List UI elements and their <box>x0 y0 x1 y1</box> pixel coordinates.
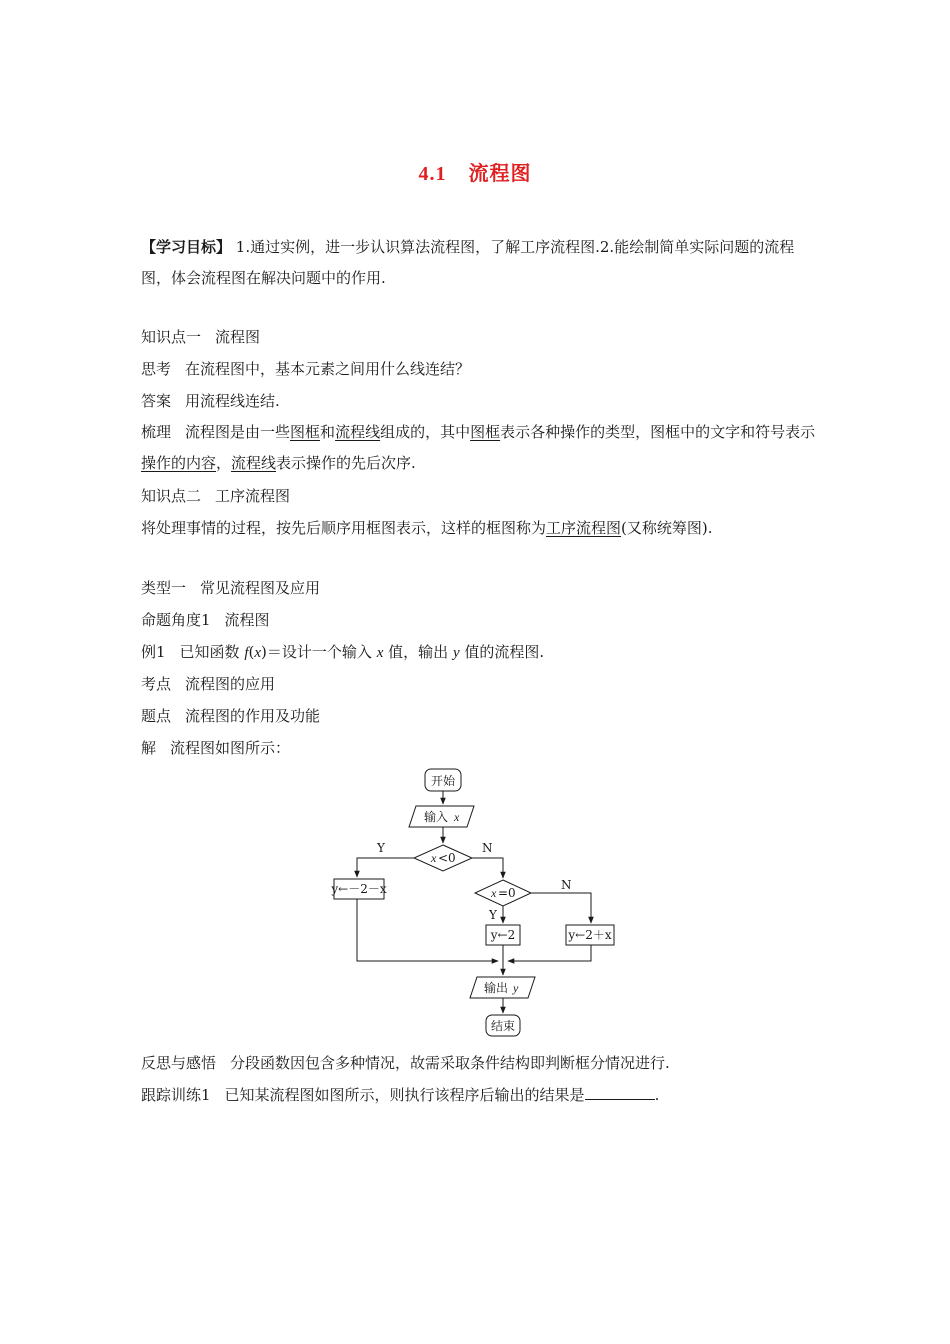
yes-label-1: Y <box>377 841 385 855</box>
assign3-label: y←2＋x <box>568 928 612 942</box>
exercise1-tail: . <box>654 1086 660 1104</box>
reflection-label: 反思与感悟 <box>141 1054 217 1072</box>
summary-text: ， <box>216 454 232 472</box>
output-var: y <box>513 981 519 995</box>
angle1-text: 流程图 <box>224 611 270 629</box>
end-label: 结束 <box>490 1019 516 1033</box>
think-label: 思考 <box>141 360 172 378</box>
answer-blank[interactable] <box>585 1085 655 1100</box>
summary-text: 表示操作的先后次序. <box>276 454 416 472</box>
solution-text: 流程图如图所示： <box>170 739 291 757</box>
kp2-label: 知识点二 <box>141 487 202 505</box>
math-var: y <box>452 645 460 661</box>
kp2-text: 工序流程图 <box>215 487 291 505</box>
solution-label: 解 <box>141 739 157 757</box>
input-var: x <box>454 810 460 824</box>
cond2-var: x <box>491 886 497 900</box>
example1-text: 值，输出 <box>388 643 449 661</box>
objectives-label: 【学习目标】 <box>141 238 232 256</box>
summary-text: 表示各种操作的类型，图框中的文字和符号表示 <box>500 423 816 441</box>
objectives-text: 1.通过实例，进一步认识算法流程图，了解工序流程图.2.能绘制简单实际问题的流程图，体会流程图在解决问题中的作用. <box>141 238 795 287</box>
underlined-term: 流程线 <box>335 423 381 441</box>
underlined-term: 工序流程图 <box>546 519 622 537</box>
summary-label: 梳理 <box>141 423 172 441</box>
start-label: 开始 <box>430 774 456 788</box>
think-text: 在流程图中，基本元素之间用什么线连结？ <box>185 360 471 378</box>
topicpoint-text: 流程图的作用及功能 <box>185 707 321 725</box>
cond1-op: <0 <box>438 851 456 865</box>
assign1-label: y←－2－x <box>331 882 387 896</box>
section-number: 4.1 <box>418 163 447 185</box>
underlined-term: 图框 <box>470 423 501 441</box>
example1-text: 已知函数 <box>179 643 240 661</box>
reflection <box>141 1053 670 1073</box>
math-var: f <box>244 645 249 661</box>
exercise-1 <box>141 1085 659 1105</box>
reflection-text: 分段函数因包含多种情况，故需采取条件结构即判断框分情况进行. <box>230 1054 670 1072</box>
section-title: 流程图 <box>468 161 532 185</box>
cond1-var: x <box>431 851 437 865</box>
kp1-text: 流程图 <box>215 328 261 346</box>
no-label-1: N <box>482 841 493 855</box>
cond2-op: =0 <box>498 886 516 900</box>
summary-text: 流程图是由一些 <box>185 423 291 441</box>
exercise1-text: 已知某流程图如图所示，则执行该程序后输出的结果是 <box>224 1086 585 1104</box>
underlined-term: 操作的内容 <box>141 454 217 472</box>
summary-text: 组成的，其中 <box>380 423 471 441</box>
example1-label: 例1 <box>141 643 166 661</box>
assign2-label: y←2 <box>490 928 516 942</box>
no-label-2: N <box>561 878 572 892</box>
input-label: 输入 <box>424 810 449 824</box>
topicpoint-label: 题点 <box>141 707 172 725</box>
underlined-term: 图框 <box>290 423 321 441</box>
kp1-label: 知识点一 <box>141 328 202 346</box>
summary-text: 和 <box>320 423 336 441</box>
angle1-label: 命题角度1 <box>141 611 211 629</box>
output-label: 输出 <box>484 981 509 995</box>
type1-label: 类型一 <box>141 579 187 597</box>
process-text: 将处理事情的过程，按先后顺序用框图表示，这样的框图称为 <box>141 519 547 537</box>
example1-text: 值的流程图. <box>464 643 545 661</box>
testpoint-label: 考点 <box>141 675 172 693</box>
math-var: x <box>376 645 384 661</box>
process-text: (又称统筹图). <box>621 519 713 537</box>
answer-text: 用流程线连结. <box>185 392 280 410</box>
underlined-term: 流程线 <box>231 454 277 472</box>
example1-text: )＝设计一个输入 <box>261 643 372 661</box>
exercise1-label: 跟踪训练1 <box>141 1086 211 1104</box>
testpoint-text: 流程图的应用 <box>185 675 276 693</box>
example1-text: ( <box>248 643 255 661</box>
math-var: x <box>254 645 262 661</box>
answer-label: 答案 <box>141 392 172 410</box>
type1-text: 常见流程图及应用 <box>200 579 321 597</box>
yes-label-2: Y <box>489 908 497 922</box>
